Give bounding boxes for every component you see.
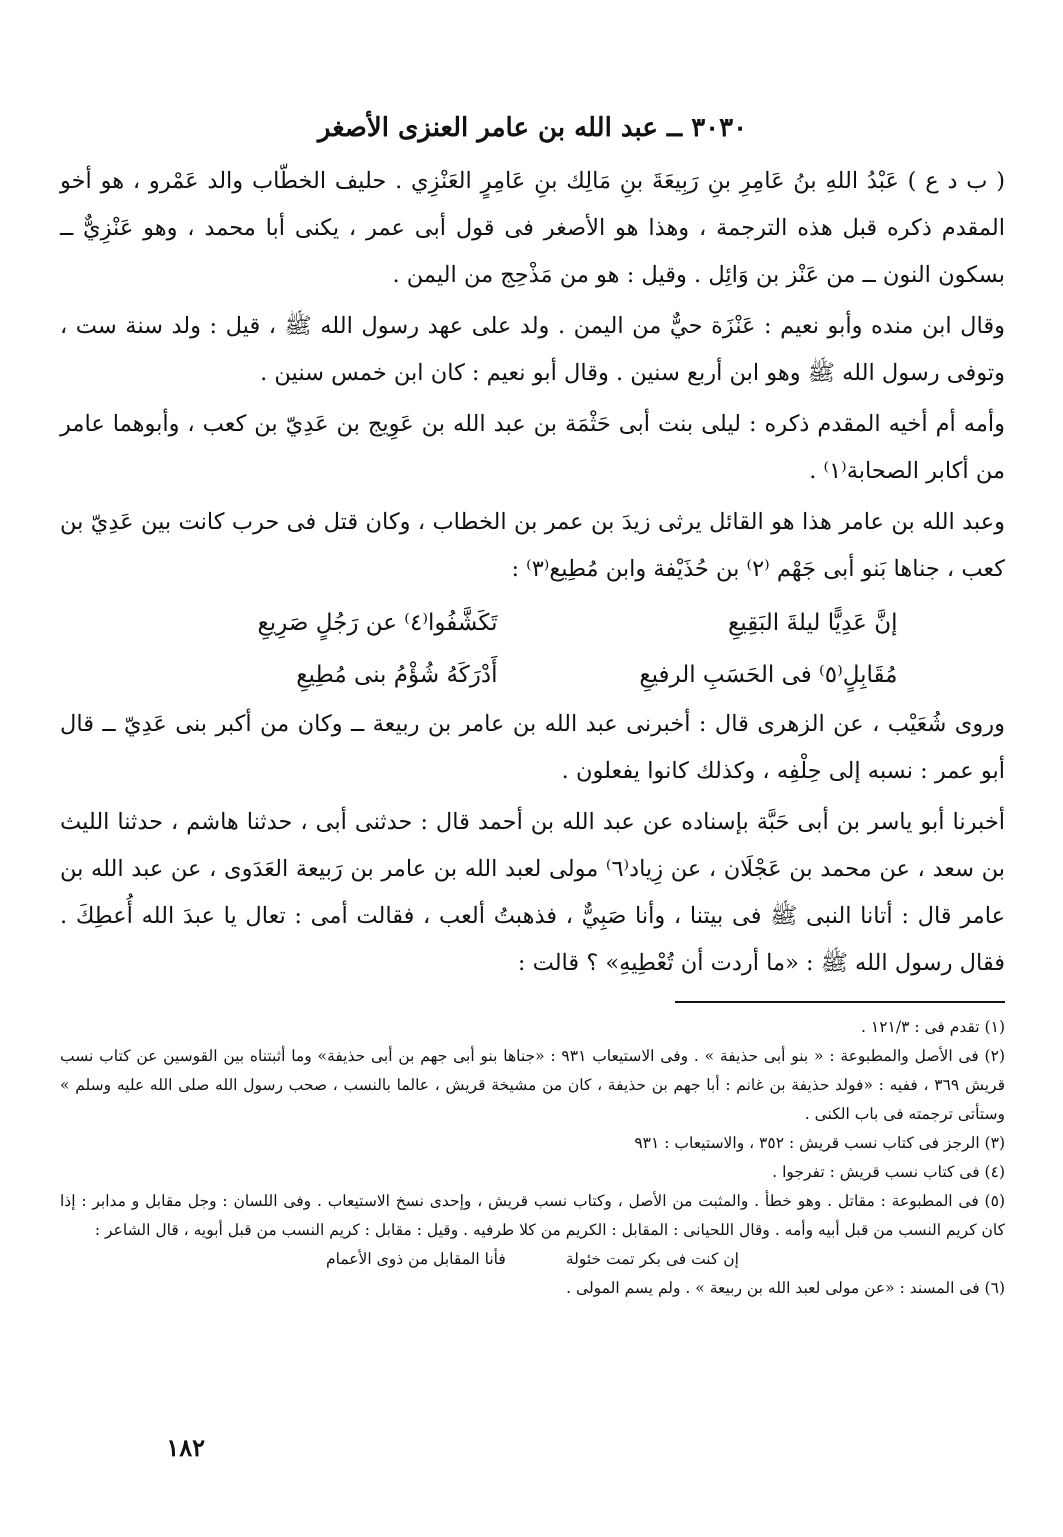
footnote-4: (٤) فى كتاب نسب قريش : تفرجوا . — [772, 1163, 1005, 1181]
verse-hemistich: إنَّ عَدِيًّا ليلةَ البَقِيعِ — [728, 610, 898, 636]
footnote-verse — [60, 1245, 1005, 1274]
paragraph-4: وعبد الله بن عامر هذا هو القائل يرثى زيدَ بن عمر بن الخطاب ، وكان قتل فى حرب كانت بين عَدِيّ بن كعب ، جناها بَنو أبى جَهْم ⁽٢⁾ بن حُذَيْفة وابن مُطِيع⁽٣⁾ : — [60, 509, 1005, 582]
footnote-verse-hemistich: إن كنت فى بكر تمت خئولة — [565, 1250, 739, 1268]
footnote-divider — [675, 1001, 1005, 1003]
footnote-verse-hemistich: فأنا المقابل من ذوى الأعمام — [326, 1250, 506, 1268]
page-number: ١٨٢ — [166, 1433, 205, 1462]
footnote-2: (٢) فى الأصل والمطبوعة : « بنو أبى حذيفة » . وفى الاستيعاب ٩٣١ : «جناها بنو أبى جهم بن أبى حذيفة» وما أثبتناه بين القوسين عن كتاب نسب قريش ٣٦٩ ، ففيه : «فولد حذيفة بن غانم : أبا جهم بن حذيفة ، كان من مشيخة قريش ، عالما بالنسب ، صحب رسول الله صلى الله عليه وسلم » وستأتى ترجمته فى باب الكنى . — [60, 1047, 1005, 1123]
verse-hemistich: مُقَابِلٍ⁽٥⁾ فى الحَسَبِ الرفيعِ — [639, 662, 898, 688]
verse-line-1 — [60, 597, 1005, 649]
paragraph-5: وروى شُعَيْب ، عن الزهرى قال : أخبرنى عبد الله بن عامر بن ربيعة ــ وكان من أكبر بنى عَدِيّ ــ قال أبو عمر : نسبه إلى حِلْفِه ، وكذلك كانوا يفعلون . — [60, 711, 1005, 784]
footnote-3: (٣) الرجز فى كتاب نسب قريش : ٣٥٢ ، والاستيعاب : ٩٣١ — [634, 1134, 1005, 1152]
verse-line-2 — [60, 649, 1005, 701]
entry-title: ٣٠٣٠ ــ عبد الله بن عامر العنزى الأصغر — [317, 113, 748, 143]
paragraph-1: ( ب د ع ) عَبْدُ اللهِ بنُ عَامِرِ بنِ رَبِيعَةَ بنِ مَالِك بنِ عَامِرٍ العَنْزِي . حليف الخطّاب والد عَمْرو ، هو أخو المقدم ذكره قبل هذه الترجمة ، وهذا هو الأصغر فى قول أبى عمر ، يكنى أبا محمد ، وهو عَنْزِيٌّ ــ بسكون النون ــ من عَنْز بن وَائِل . وقيل : هو من مَذْحِج من اليمن . — [60, 168, 1005, 288]
verse-hemistich: أَدْرَكَهُ شُؤْمُ بنى مُطِيعِ — [296, 662, 498, 688]
paragraph-2: وقال ابن منده وأبو نعيم : عَنْزَة حيٌّ من اليمن . ولد على عهد رسول الله ﷺ ، قيل : ولد سنة ست ، وتوفى رسول الله ﷺ وهو ابن أربع سنين . وقال أبو نعيم : كان ابن خمس سنين . — [60, 313, 1005, 386]
verse-hemistich: تَكَشَّفُوا⁽٤⁾ عن رَجُلٍ صَرِيعِ — [257, 610, 498, 636]
paragraph-6: أخبرنا أبو ياسر بن أبى حَبَّة بإسناده عن عبد الله بن أحمد قال : حدثنى أبى ، حدثنا هاشم ، حدثنا الليث بن سعد ، عن محمد بن عَجْلَان ، عن زِياد⁽٦⁾ مولى لعبد الله بن عامر بن رَبيعة العَدَوى ، عن عبد الله بن عامر قال : أتانا النبى ﷺ فى بيتنا ، وأنا صَبِيٌّ ، فذهبتُ ألعب ، فقالت أمى : تعال يا عبدَ الله أُعطِكَ . فقال رسول الله ﷺ : «ما أردت أن تُعْطِيهِ» ؟ قالت : — [60, 809, 1005, 976]
footnote-6: (٦) فى المسند : «عن مولى لعبد الله بن ربيعة » . ولم يسم المولى . — [566, 1279, 1005, 1297]
paragraph-3: وأمه أم أخيه المقدم ذكره : ليلى بنت أبى حَثْمَة بن عبد الله بن عَوِيج بن عَدِيّ بن كعب ، وأبوهما عامر من أكابر الصحابة⁽١⁾ . — [60, 411, 1005, 484]
footnote-1: (١) تقدم فى : ١٢١/٣ . — [861, 1018, 1005, 1036]
footnote-5: (٥) فى المطبوعة : مقاتل . وهو خطأ . والمثبت من الأصل ، وكتاب نسب قريش ، وإحدى نسخ الاستيعاب . وفى اللسان : وجل مقابل و مدابر : إذا كان كريم النسب من قبل أبيه وأمه . وقال اللحيانى : المقابل : الكريم من كلا طرفيه . وقيل : مقابل : كريم النسب من قبل أبويه ، قال الشاعر : — [60, 1192, 1005, 1239]
